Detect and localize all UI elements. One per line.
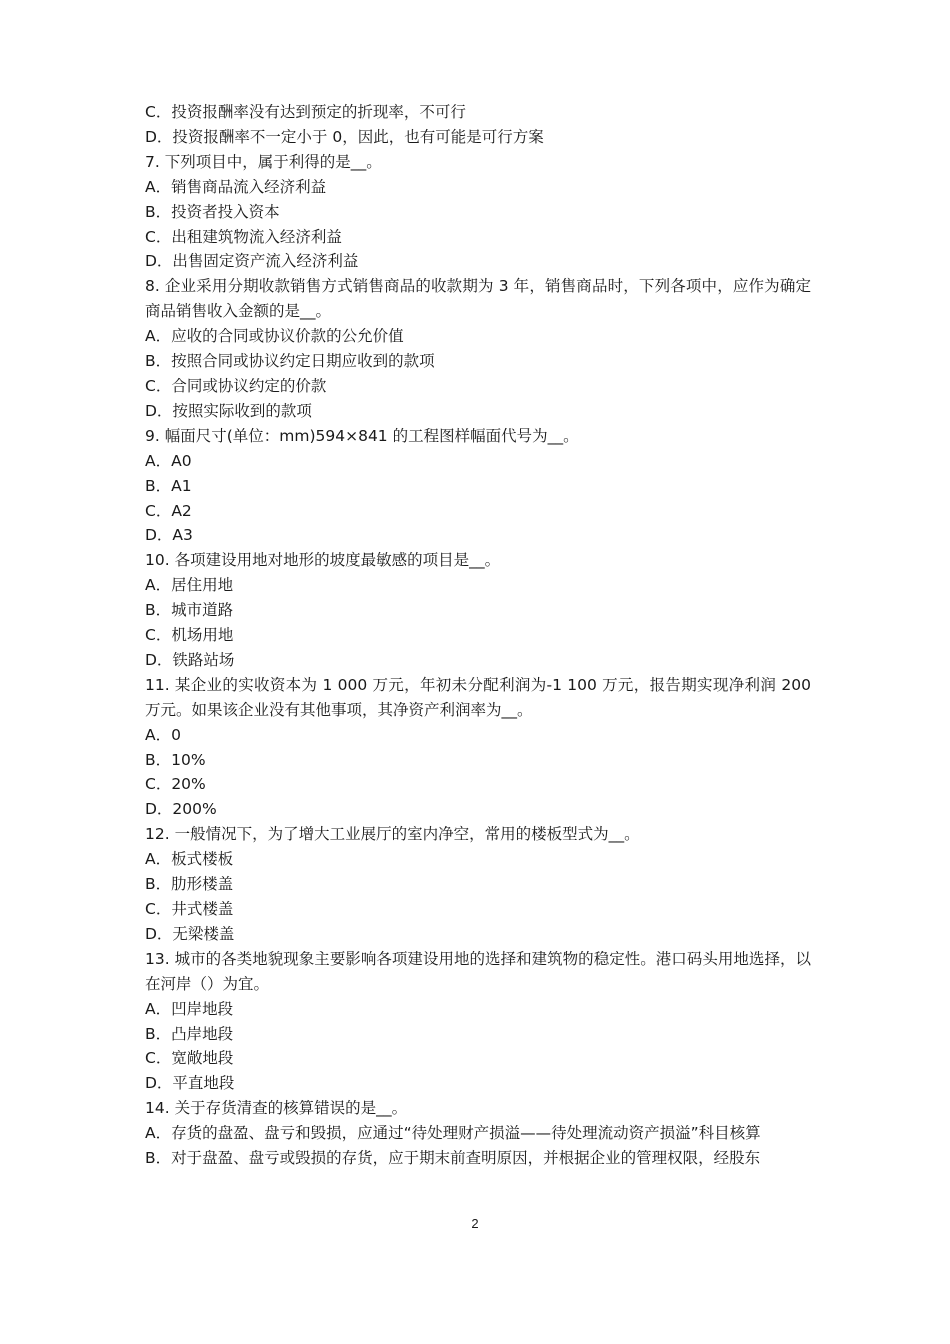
option-d: D．出售固定资产流入经济利益	[145, 252, 359, 271]
option-a: A．销售商品流入经济利益	[145, 177, 327, 196]
question-11: 11. 某企业的实收资本为 1 000 万元，年初未分配利润为-1 100 万元，报告期实现净利润 200 万元。如果该企业没有其他事项，其净资产利润率为__。	[145, 675, 811, 719]
page-content	[145, 100, 811, 1171]
question-12: 12. 一般情况下，为了增大工业展厅的室内净空，常用的楼板型式为__。	[145, 825, 640, 844]
option-d: D．A3	[145, 526, 193, 545]
option-d: D．按照实际收到的款项	[145, 401, 312, 420]
option-d: D．200%	[145, 800, 217, 819]
option-c: C．出租建筑物流入经济利益	[145, 227, 342, 246]
option-c: C．20%	[145, 775, 206, 794]
question-13: 13. 城市的各类地貌现象主要影响各项建设用地的选择和建筑物的稳定性。港口码头用地选择，以在河岸（）为宜。	[145, 949, 811, 993]
option-c: C．宽敞地段	[145, 1049, 234, 1068]
question-9: 9. 幅面尺寸(单位：mm)594×841 的工程图样幅面代号为__。	[145, 426, 579, 445]
option-c: C．机场用地	[145, 626, 234, 645]
option-a: A．应收的合同或协议价款的公允价值	[145, 327, 404, 346]
option-d: D．铁路站场	[145, 650, 235, 669]
option-b: B．对于盘盈、盘亏或毁损的存货，应于期末前查明原因，并根据企业的管理权限，经股东	[145, 1149, 761, 1168]
option-a: A．板式楼板	[145, 850, 234, 869]
option-b: B．肋形楼盖	[145, 875, 234, 894]
option-c: C．合同或协议约定的价款	[145, 376, 327, 395]
option-b: B．凸岸地段	[145, 1024, 234, 1043]
option-a: A．凹岸地段	[145, 999, 234, 1018]
option-c: C．投资报酬率没有达到预定的折现率，不可行	[145, 103, 466, 121]
question-14: 14. 关于存货清查的核算错误的是__。	[145, 1099, 408, 1118]
option-d: D．平直地段	[145, 1074, 235, 1093]
page-number: 2	[471, 1216, 479, 1231]
question-7: 7. 下列项目中，属于利得的是__。	[145, 152, 382, 171]
option-a: A．0	[145, 725, 181, 744]
option-b: B．城市道路	[145, 601, 234, 620]
option-a: A．居住用地	[145, 576, 234, 595]
option-d: D．无梁楼盖	[145, 924, 235, 943]
option-c: C．A2	[145, 501, 192, 520]
question-10: 10. 各项建设用地对地形的坡度最敏感的项目是__。	[145, 551, 501, 570]
question-8: 8. 企业采用分期收款销售方式销售商品的收款期为 3 年，销售商品时，下列各项中，应作为确定商品销售收入金额的是__。	[145, 277, 811, 321]
option-d: D．投资报酬率不一定小于 0，因此，也有可能是可行方案	[145, 127, 544, 146]
option-b: B．A1	[145, 476, 192, 495]
option-b: B．10%	[145, 750, 206, 769]
option-a: A．存货的盘盈、盘亏和毁损，应通过“待处理财产损溢——待处理流动资产损溢”科目核算	[145, 1124, 761, 1143]
option-a: A．A0	[145, 451, 192, 470]
option-b: B．投资者投入资本	[145, 202, 280, 221]
option-b: B．按照合同或协议约定日期应收到的款项	[145, 352, 435, 371]
option-c: C．井式楼盖	[145, 900, 234, 918]
